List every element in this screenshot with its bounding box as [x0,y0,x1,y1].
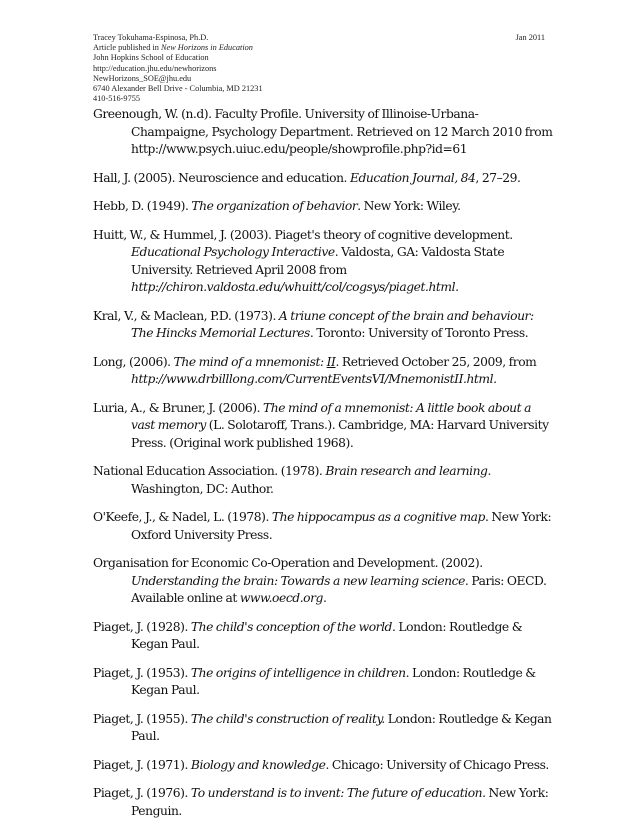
reference-text: Greenough, W. (n.d). Faculty Profile. University of Illinoise-Urbana-Champaigne, Psychology Department. Retrieved on 12 March 2010 from http://www.psych.uiuc.edu/people/showprofile.php?id=61 [93,107,553,156]
reference-text: . [322,591,327,605]
reference-title-underlined: II [326,354,336,369]
reference-text: (L. Solotaroff, Trans.). Cambridge, MA: Harvard University Press. (Original work published 1968). [131,418,549,450]
header-date: Jan 2011 [515,33,545,42]
reference-text: Huitt, W., & Hummel, J. (2003). Piaget's theory of cognitive development. [93,227,513,242]
reference-title: Education Journal, 84 [349,170,476,185]
reference-entry [93,555,553,608]
reference-link: http://www.drbilllong.com/CurrentEventsVI/MnemonistII.html [131,372,494,386]
reference-entry [93,757,553,775]
reference-title: The mind of a mnemonist: [173,354,327,369]
reference-text: . London: Routledge & Kegan Paul. [131,665,536,697]
reference-text: . New York: Wiley. [357,199,461,213]
reference-entry [93,509,553,544]
reference-text: . New York: Penguin. [131,786,549,818]
reference-list [93,106,553,831]
reference-text: Luria, A., & Bruner, J. (2006). [93,400,263,415]
reference-title: The child's construction of reality. [190,711,385,726]
reference-title: Understanding the brain: Towards a new learning science [131,573,465,588]
header-email: NewHorizons_SOE@jhu.edu [93,73,192,83]
reference-text: Piaget, J. (1971). [93,757,191,772]
reference-entry [93,400,553,453]
reference-text: . Paris: OECD. Available online at [131,573,547,605]
reference-entry [93,198,553,216]
reference-text: Organisation for Economic Co-Operation and Development. (2002). [93,556,483,570]
header-school: John Hopkins School of Education [93,53,209,63]
header-url: http://education.jhu.edu/newhorizons [93,63,217,73]
reference-text: . London: Routledge & Kegan Paul. [131,619,523,651]
header-published-prefix: Article published in [93,43,161,53]
header-journal: New Horizons in Education [160,43,253,53]
reference-text: Hall, J. (2005). Neuroscience and education. [93,170,350,185]
reference-entry [93,354,553,389]
reference-text: National Education Association. (1978). [93,464,326,478]
header-author: Tracey Tokuhama-Espinosa, Ph.D. [93,33,209,42]
reference-title: A triune concept of the brain and behaviour: The Hincks Memorial Lectures [131,308,534,340]
reference-text: . Toronto: University of Toronto Press. [309,326,529,340]
reference-text: Piaget, J. (1953). [93,665,191,680]
reference-text: . Retrieved October 25, 2009, from [335,354,537,369]
reference-title: The organization of behavior [191,199,358,213]
reference-text: . [455,280,459,294]
reference-text: . Valdosta, GA: Valdosta State University. Retrieved April 2008 from [131,245,505,277]
reference-entry [93,170,553,188]
reference-link: www.oecd.org [239,591,323,605]
reference-title: The hippocampus as a cognitive map [271,510,485,524]
reference-title: Biology and knowledge [190,757,326,772]
reference-title: The mind of a mnemonist: A little book about a vast memory [131,400,531,432]
header-publication [93,43,549,53]
reference-title: Educational Psychology Interactive [131,245,335,259]
header-address: 6740 Alexander Bell Drive - Columbia, MD 21231 [93,84,263,94]
reference-entry [93,785,553,820]
reference-text: . New York: Oxford University Press. [131,510,552,542]
reference-entry [93,463,553,498]
reference-text: Piaget, J. (1976). [93,786,191,800]
reference-entry [93,227,553,297]
reference-text: . [493,372,497,386]
reference-text: Piaget, J. (1928). [93,619,191,634]
header-phone: 410-516-9755 [93,94,141,104]
reference-entry [93,711,553,746]
page-header [93,33,549,104]
reference-entry [93,619,553,654]
reference-text: Kral, V., & Maclean, P.D. (1973). [93,308,279,323]
reference-text: , 27–29. [475,170,521,185]
reference-title: The origins of intelligence in children [190,665,406,680]
reference-text: . Chicago: University of Chicago Press. [325,757,549,772]
reference-title: The child's conception of the world [190,619,392,634]
reference-entry [93,106,553,159]
reference-entry [93,665,553,700]
reference-text: London: Routledge & Kegan Paul. [131,711,552,743]
reference-entry [93,308,553,343]
reference-title: Brain research and learning [325,464,488,478]
reference-text: Long, (2006). [93,354,174,369]
reference-text: Hebb, D. (1949). [93,199,192,213]
reference-text: Piaget, J. (1955). [93,711,191,726]
reference-link: http://chiron.valdosta.edu/whuitt/col/cogsys/piaget.html [131,280,456,294]
reference-text: . Washington, DC: Author. [131,464,491,496]
reference-text: O'Keefe, J., & Nadel, L. (1978). [93,510,272,524]
reference-title: To understand is to invent: The future of education [190,786,483,800]
